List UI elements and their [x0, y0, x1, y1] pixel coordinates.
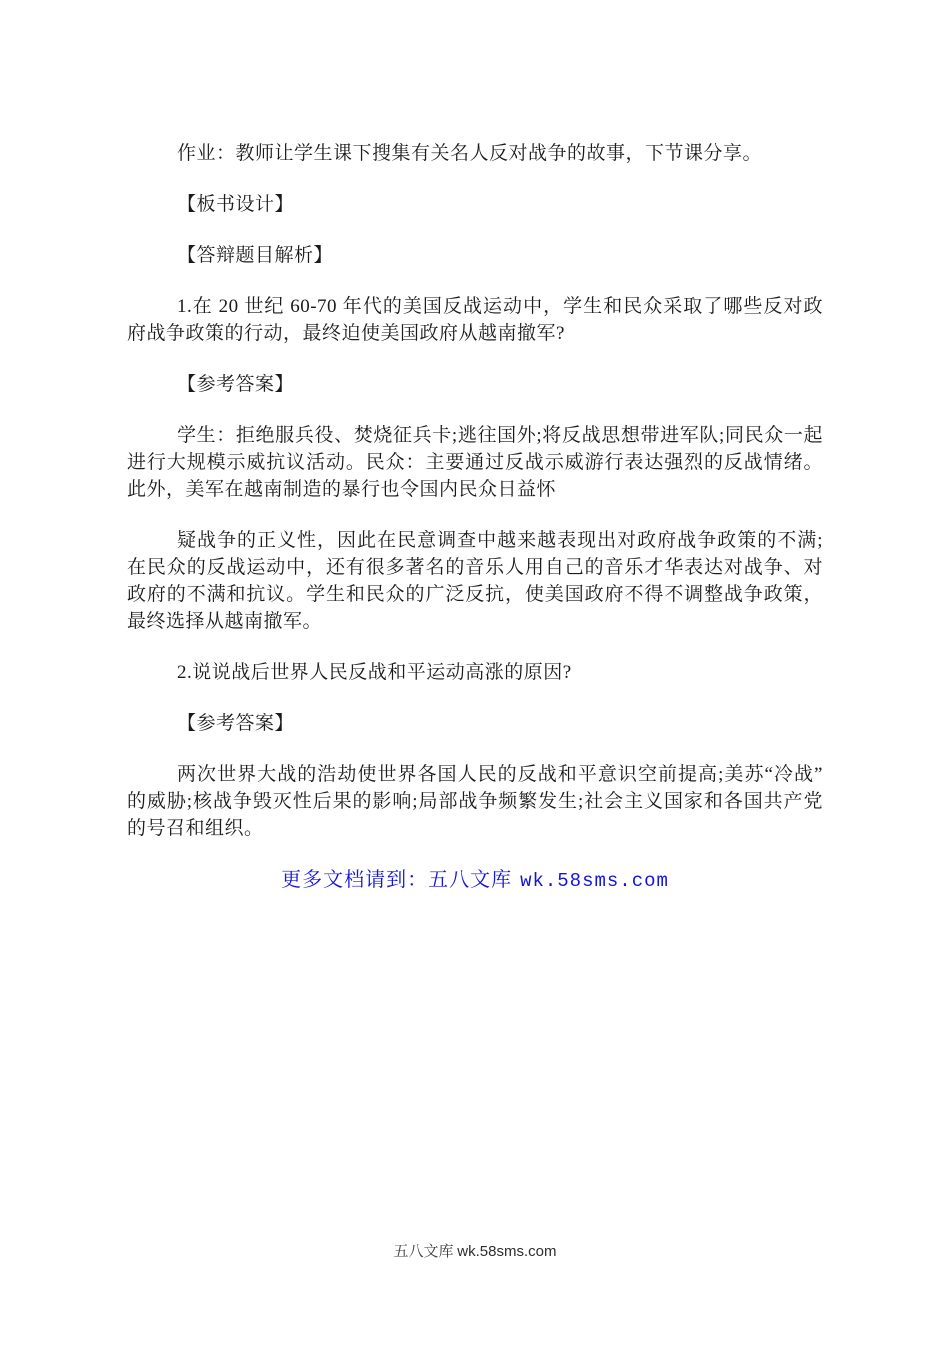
paragraph: 1.在 20 世纪 60-70 年代的美国反战运动中，学生和民众采取了哪些反对政府战争政策的行动，最终迫使美国政府从越南撤军?: [127, 296, 823, 344]
document-body: [127, 140, 823, 895]
promo-url: wk.58sms.com: [520, 870, 669, 892]
section-heading: 【板书设计】: [177, 194, 295, 215]
paragraph: 疑战争的正义性，因此在民意调查中越来越表现出对政府战争政策的不满;在民众的反战运动中，还有很多著名的音乐人用自己的音乐才华表达对战争、对政府的不满和抗议。学生和民众的广泛反抗，使美国政府不得不调整战争政策，最终选择从越南撤军。: [127, 530, 823, 632]
footer-url: wk.58sms.com: [457, 1243, 557, 1260]
paragraph: 2.说说战后世界人民反战和平运动高涨的原因?: [177, 662, 572, 683]
paragraph: 作业：教师让学生课下搜集有关名人反对战争的故事，下节课分享。: [177, 143, 763, 164]
section-heading: 【参考答案】: [177, 374, 295, 395]
promo-link[interactable]: [281, 869, 669, 891]
page-footer: [0, 1240, 950, 1261]
paragraph: 两次世界大战的浩劫使世界各国人民的反战和平意识空前提高;美苏“冷战”的威胁;核战争毁灭性后果的影响;局部战争频繁发生;社会主义国家和各国共产党的号召和组织。: [127, 764, 823, 839]
promo-site-name: 五八文库: [428, 869, 513, 891]
promo-line: [127, 866, 823, 895]
paragraph: 学生：拒绝服兵役、焚烧征兵卡;逃往国外;将反战思想带进军队;同民众一起进行大规模示威抗议活动。民众：主要通过反战示威游行表达强烈的反战情绪。此外，美军在越南制造的暴行也令国内民众日益怀: [127, 425, 823, 500]
section-heading: 【答辩题目解析】: [177, 245, 334, 266]
footer-site-name: 五八文库: [393, 1244, 454, 1260]
promo-prefix: 更多文档请到：: [281, 869, 429, 891]
section-heading: 【参考答案】: [177, 713, 295, 734]
